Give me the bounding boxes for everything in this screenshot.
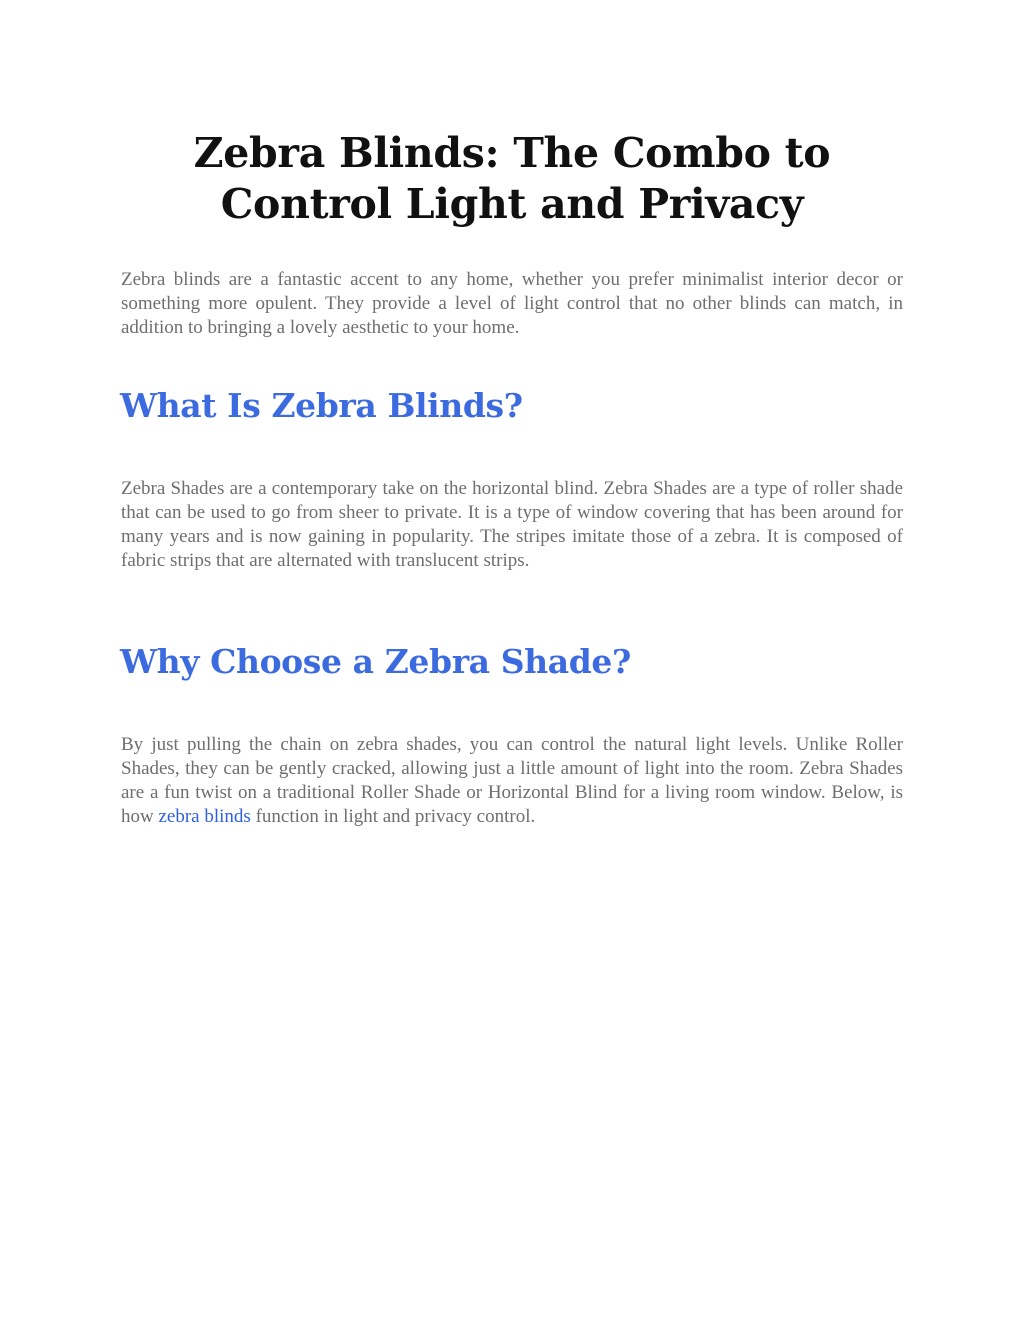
paragraph-text-after-link: function in light and privacy control. [250,806,536,827]
intro-paragraph: Zebra blinds are a fantastic accent to any home, whether you prefer minimalist interior decor or something more opulent. They provide a level of light control that no other blinds can match, in addition to bringing a lovely aesthetic to your home. [121,269,903,338]
zebra-blinds-link[interactable]: zebra blinds [158,806,251,827]
section-paragraph-what-is: Zebra Shades are a contemporary take on the horizontal blind. Zebra Shades are a type of roller shade that can be used to go from sheer to private. It is a type of window covering that has been around for many years and is now gaining in popularity. The stripes imitate those of a zebra. It is composed of fabric strips that are alternated with translucent strips. [121,478,903,571]
page-title: Zebra Blinds: The Combo to Control Light and Privacy [193,129,831,228]
paragraph-text-before-link: By just pulling the chain on zebra shades, you can control the natural light levels. Unlike Roller Shades, they can be gently cracked, allowing just a little amount of light into the room. Zebra Shades are a fun twist on a traditional Roller Shade or Horizontal Blind for a living room window. Below, is how [121,734,903,827]
section-paragraph-why-choose [121,733,903,829]
section-heading-what-is: What Is Zebra Blinds? [120,386,523,425]
section-heading-why-choose: Why Choose a Zebra Shade? [120,642,631,681]
